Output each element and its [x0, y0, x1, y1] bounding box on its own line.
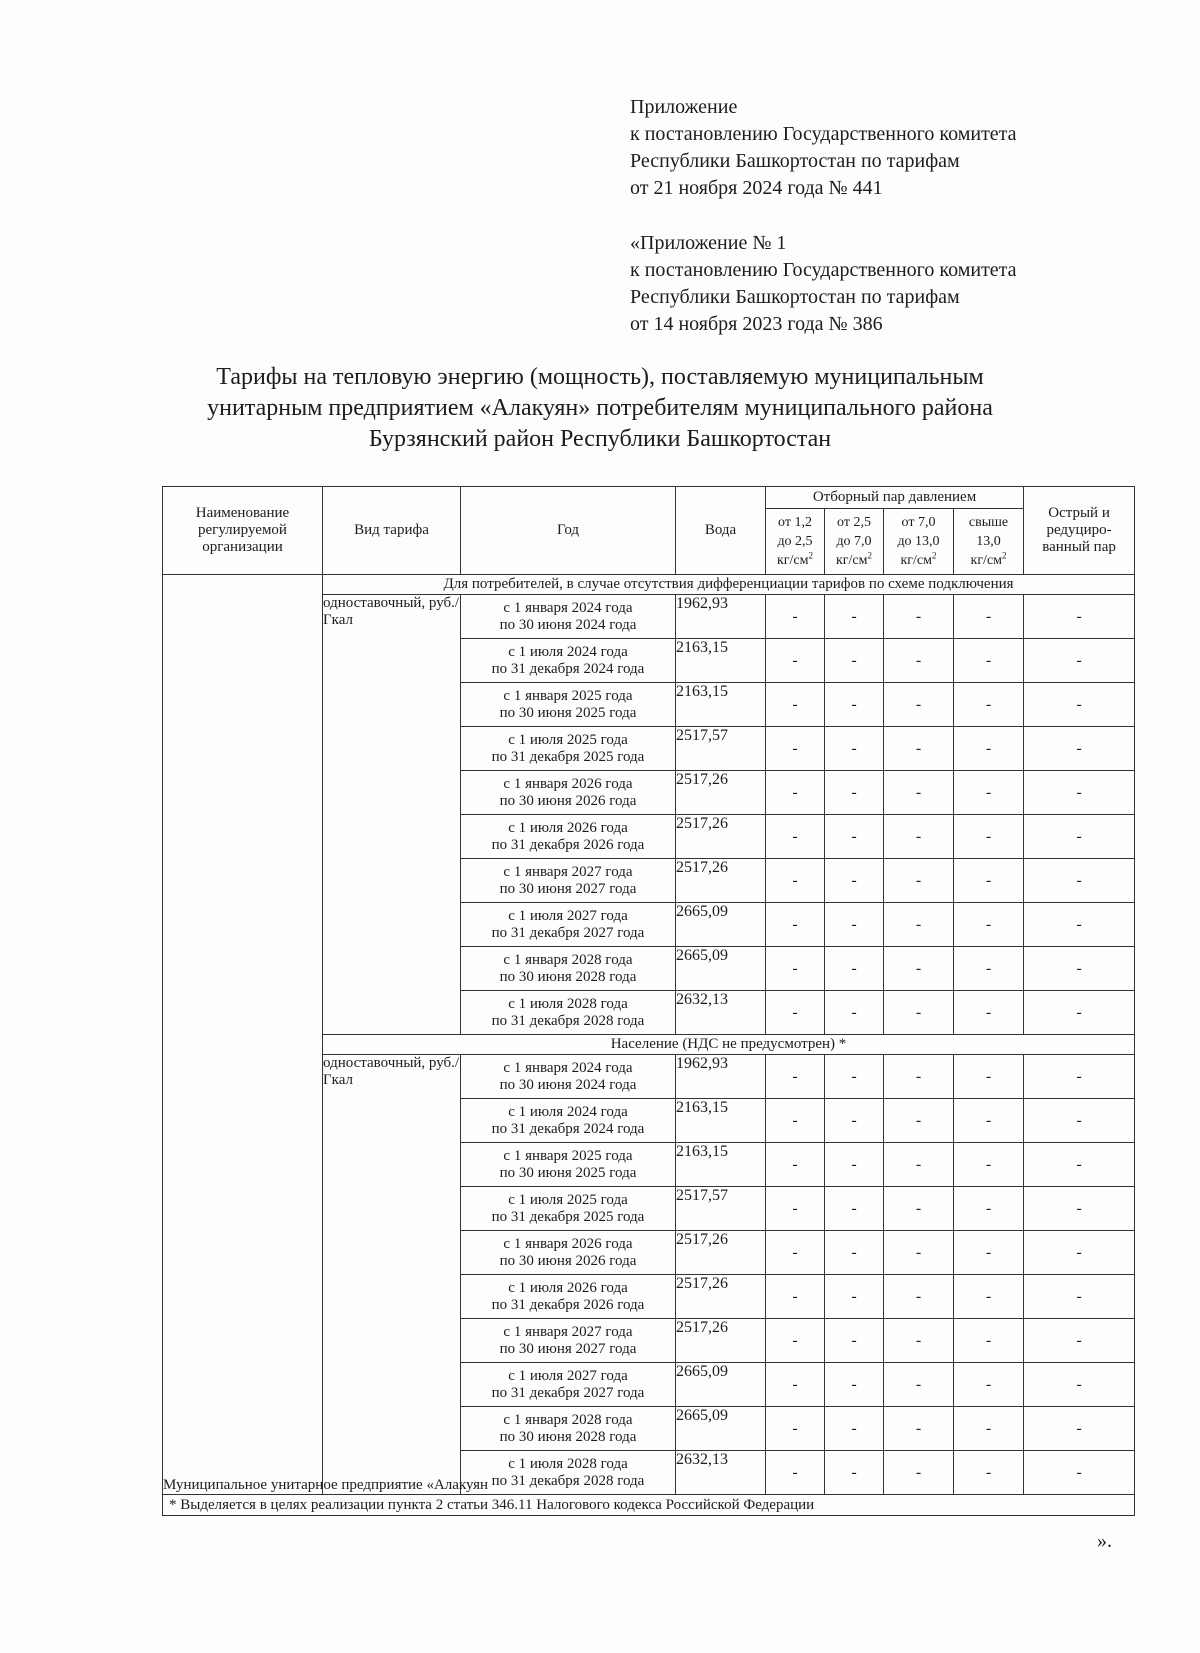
period-from: с 1 января 2028 года: [503, 951, 633, 968]
header-steam-col: от 2,5 до 7,0 $кг/см^2$: [825, 509, 884, 575]
period-to: по 30 июня 2025 года: [499, 704, 637, 721]
period-cell: [461, 771, 676, 815]
header-steam-col: от 7,0 до 13,0 $кг/см^2$: [884, 509, 954, 575]
water-tariff: 2632,13: [676, 991, 766, 1035]
empty-value-dash: -: [884, 991, 954, 1035]
period-to: по 30 июня 2024 года: [499, 616, 637, 633]
period-cell: [461, 1187, 676, 1231]
period-to: по 30 июня 2026 года: [499, 1252, 637, 1269]
empty-value-dash: -: [884, 1363, 954, 1407]
empty-value-dash: -: [954, 1187, 1024, 1231]
period-cell: [461, 683, 676, 727]
section-title: Для потребителей, в случае отсутствия дифференциации тарифов по схеме подключения: [323, 575, 1135, 595]
empty-value-dash: -: [825, 1451, 884, 1495]
period-cell: [461, 947, 676, 991]
empty-value-dash: -: [825, 1319, 884, 1363]
appendix-header: [630, 94, 1017, 202]
empty-value-dash: -: [884, 815, 954, 859]
period-from: с 1 июля 2024 года: [508, 1103, 628, 1120]
empty-value-dash: -: [954, 1407, 1024, 1451]
period-cell: [461, 639, 676, 683]
empty-value-dash: -: [766, 815, 825, 859]
empty-value-dash: -: [766, 1275, 825, 1319]
empty-value-dash: -: [825, 771, 884, 815]
water-tariff: 2163,15: [676, 683, 766, 727]
empty-value-dash: -: [954, 771, 1024, 815]
empty-value-dash: -: [954, 815, 1024, 859]
period-to: по 30 июня 2026 года: [499, 792, 637, 809]
empty-value-dash: -: [954, 1319, 1024, 1363]
empty-value-dash: -: [954, 683, 1024, 727]
empty-value-dash: -: [825, 1407, 884, 1451]
empty-value-dash: -: [1024, 947, 1135, 991]
empty-value-dash: -: [954, 1231, 1024, 1275]
empty-value-dash: -: [954, 947, 1024, 991]
period-from: с 1 января 2025 года: [503, 1147, 633, 1164]
period-from: с 1 июля 2027 года: [508, 907, 628, 924]
empty-value-dash: -: [825, 903, 884, 947]
period-from: с 1 июля 2027 года: [508, 1367, 628, 1384]
empty-value-dash: -: [954, 595, 1024, 639]
appendix-line: от 14 ноября 2023 года № 386: [630, 313, 883, 335]
period-from: с 1 июля 2028 года: [508, 1455, 628, 1472]
appendix-line: «Приложение № 1: [630, 232, 787, 254]
period-cell: [461, 815, 676, 859]
period-cell: [461, 1451, 676, 1495]
empty-value-dash: -: [1024, 1407, 1135, 1451]
empty-value-dash: -: [1024, 815, 1135, 859]
empty-value-dash: -: [1024, 683, 1135, 727]
empty-value-dash: -: [766, 859, 825, 903]
section-row: [163, 575, 1135, 595]
empty-value-dash: -: [766, 1143, 825, 1187]
appendix-line: от 21 ноября 2024 года № 441: [630, 177, 883, 199]
empty-value-dash: -: [825, 1231, 884, 1275]
empty-value-dash: -: [825, 1363, 884, 1407]
empty-value-dash: -: [954, 903, 1024, 947]
empty-value-dash: -: [884, 727, 954, 771]
appendix-line: к постановлению Государственного комитета: [630, 259, 1017, 281]
water-tariff: 2517,26: [676, 1231, 766, 1275]
empty-value-dash: -: [825, 683, 884, 727]
empty-value-dash: -: [1024, 727, 1135, 771]
empty-value-dash: -: [766, 1363, 825, 1407]
empty-value-dash: -: [954, 1055, 1024, 1099]
appendix-reference: [630, 230, 1017, 338]
footnote-row: [163, 1495, 1135, 1516]
empty-value-dash: -: [825, 595, 884, 639]
empty-value-dash: -: [766, 639, 825, 683]
period-from: с 1 января 2026 года: [503, 1235, 633, 1252]
empty-value-dash: -: [884, 683, 954, 727]
empty-value-dash: -: [766, 1451, 825, 1495]
period-to: по 30 июня 2025 года: [499, 1164, 637, 1181]
header-sharp-steam: Острый и редуциро-ванный пар: [1024, 487, 1135, 575]
empty-value-dash: -: [1024, 1055, 1135, 1099]
empty-value-dash: -: [884, 1055, 954, 1099]
water-tariff: 2517,57: [676, 727, 766, 771]
period-to: по 30 июня 2024 года: [499, 1076, 637, 1093]
header-steam-group: Отборный пар давлением: [766, 487, 1024, 509]
water-tariff: 1962,93: [676, 595, 766, 639]
empty-value-dash: -: [884, 1231, 954, 1275]
water-tariff: 2163,15: [676, 639, 766, 683]
empty-value-dash: -: [884, 595, 954, 639]
appendix-line: Республики Башкортостан по тарифам: [630, 286, 960, 308]
period-cell: [461, 1275, 676, 1319]
period-to: по 31 декабря 2027 года: [491, 1384, 645, 1401]
period-from: с 1 июля 2026 года: [508, 819, 628, 836]
empty-value-dash: -: [766, 991, 825, 1035]
empty-value-dash: -: [884, 947, 954, 991]
tariff-type: одноставочный, руб./Гкал: [323, 595, 461, 1035]
empty-value-dash: -: [1024, 1231, 1135, 1275]
period-cell: [461, 1319, 676, 1363]
section-title: Население (НДС не предусмотрен) *: [323, 1035, 1135, 1055]
title-line: Тарифы на тепловую энергию (мощность), поставляемую муниципальным: [216, 364, 984, 390]
header-org: Наименование регулируемой организации: [163, 487, 323, 575]
header-water: Вода: [676, 487, 766, 575]
appendix-line: к постановлению Государственного комитета: [630, 123, 1017, 145]
footnote: * Выделяется в целях реализации пункта 2 статьи 346.11 Налогового кодекса Российской Федерации: [163, 1495, 1135, 1516]
header-tariff-type: Вид тарифа: [323, 487, 461, 575]
water-tariff: 2517,57: [676, 1187, 766, 1231]
period-to: по 31 декабря 2025 года: [491, 1208, 645, 1225]
period-cell: [461, 1363, 676, 1407]
empty-value-dash: -: [884, 859, 954, 903]
period-from: с 1 января 2025 года: [503, 687, 633, 704]
water-tariff: 2163,15: [676, 1099, 766, 1143]
empty-value-dash: -: [766, 1319, 825, 1363]
empty-value-dash: -: [766, 727, 825, 771]
empty-value-dash: -: [884, 1187, 954, 1231]
empty-value-dash: -: [954, 1099, 1024, 1143]
empty-value-dash: -: [766, 771, 825, 815]
period-from: с 1 января 2024 года: [503, 1059, 633, 1076]
period-from: с 1 января 2026 года: [503, 775, 633, 792]
period-from: с 1 июля 2026 года: [508, 1279, 628, 1296]
empty-value-dash: -: [1024, 771, 1135, 815]
empty-value-dash: -: [825, 1187, 884, 1231]
empty-value-dash: -: [825, 815, 884, 859]
water-tariff: 2665,09: [676, 1407, 766, 1451]
period-from: с 1 июля 2024 года: [508, 643, 628, 660]
empty-value-dash: -: [766, 1187, 825, 1231]
empty-value-dash: -: [766, 947, 825, 991]
empty-value-dash: -: [884, 1319, 954, 1363]
period-to: по 31 декабря 2026 года: [491, 836, 645, 853]
empty-value-dash: -: [766, 683, 825, 727]
water-tariff: 2517,26: [676, 815, 766, 859]
period-cell: [461, 1143, 676, 1187]
appendix-line: Приложение: [630, 96, 738, 118]
empty-value-dash: -: [1024, 1363, 1135, 1407]
empty-value-dash: -: [884, 1407, 954, 1451]
water-tariff: 2517,26: [676, 771, 766, 815]
empty-value-dash: -: [1024, 1451, 1135, 1495]
empty-value-dash: -: [766, 1099, 825, 1143]
period-to: по 31 декабря 2024 года: [491, 660, 645, 677]
period-from: с 1 января 2024 года: [503, 599, 633, 616]
water-tariff: 2665,09: [676, 1363, 766, 1407]
empty-value-dash: -: [766, 1231, 825, 1275]
water-tariff: 2632,13: [676, 1451, 766, 1495]
empty-value-dash: -: [954, 1143, 1024, 1187]
empty-value-dash: -: [954, 1363, 1024, 1407]
period-to: по 31 декабря 2025 года: [491, 748, 645, 765]
empty-value-dash: -: [825, 859, 884, 903]
water-tariff: 2517,26: [676, 1275, 766, 1319]
water-tariff: 2517,26: [676, 1319, 766, 1363]
water-tariff: 2163,15: [676, 1143, 766, 1187]
empty-value-dash: -: [766, 1407, 825, 1451]
empty-value-dash: -: [825, 639, 884, 683]
empty-value-dash: -: [1024, 991, 1135, 1035]
empty-value-dash: -: [954, 991, 1024, 1035]
empty-value-dash: -: [1024, 1143, 1135, 1187]
period-to: по 30 июня 2028 года: [499, 968, 637, 985]
empty-value-dash: -: [884, 903, 954, 947]
tariff-table: [162, 486, 1135, 1516]
period-cell: [461, 991, 676, 1035]
header-steam-col: от 1,2 до 2,5 $кг/см^2$: [766, 509, 825, 575]
empty-value-dash: -: [825, 727, 884, 771]
title-line: Бурзянский район Республики Башкортостан: [368, 426, 832, 452]
empty-value-dash: -: [1024, 903, 1135, 947]
empty-value-dash: -: [954, 1275, 1024, 1319]
tariff-type: одноставочный, руб./Гкал: [323, 1055, 461, 1495]
empty-value-dash: -: [1024, 859, 1135, 903]
water-tariff: 2665,09: [676, 903, 766, 947]
empty-value-dash: -: [954, 1451, 1024, 1495]
period-from: с 1 января 2027 года: [503, 1323, 633, 1340]
org-name: Муниципальное унитарное предприятие «Алакуян: [163, 575, 323, 1495]
period-to: по 30 июня 2028 года: [499, 1428, 637, 1445]
empty-value-dash: -: [884, 1451, 954, 1495]
title-line: унитарным предприятием «Алакуян» потребителям муниципального района: [207, 395, 993, 421]
period-cell: [461, 1407, 676, 1451]
empty-value-dash: -: [1024, 1319, 1135, 1363]
period-cell: [461, 859, 676, 903]
water-tariff: 2665,09: [676, 947, 766, 991]
period-from: с 1 июля 2025 года: [508, 1191, 628, 1208]
empty-value-dash: -: [884, 771, 954, 815]
period-to: по 30 июня 2027 года: [499, 880, 637, 897]
empty-value-dash: -: [766, 595, 825, 639]
empty-value-dash: -: [884, 639, 954, 683]
period-cell: [461, 903, 676, 947]
empty-value-dash: -: [884, 1099, 954, 1143]
water-tariff: 1962,93: [676, 1055, 766, 1099]
period-cell: [461, 1231, 676, 1275]
period-cell: [461, 1055, 676, 1099]
empty-value-dash: -: [1024, 1187, 1135, 1231]
empty-value-dash: -: [766, 1055, 825, 1099]
period-to: по 31 декабря 2026 года: [491, 1296, 645, 1313]
period-from: с 1 января 2027 года: [503, 863, 633, 880]
period-to: по 31 декабря 2024 года: [491, 1120, 645, 1137]
period-from: с 1 июля 2028 года: [508, 995, 628, 1012]
empty-value-dash: -: [825, 991, 884, 1035]
period-to: по 31 декабря 2028 года: [491, 1472, 645, 1489]
empty-value-dash: -: [825, 1099, 884, 1143]
empty-value-dash: -: [884, 1143, 954, 1187]
empty-value-dash: -: [1024, 639, 1135, 683]
empty-value-dash: -: [954, 727, 1024, 771]
empty-value-dash: -: [1024, 1099, 1135, 1143]
empty-value-dash: -: [825, 1275, 884, 1319]
empty-value-dash: -: [884, 1275, 954, 1319]
empty-value-dash: -: [825, 1055, 884, 1099]
period-to: по 31 декабря 2027 года: [491, 924, 645, 941]
period-from: с 1 июля 2025 года: [508, 731, 628, 748]
water-tariff: 2517,26: [676, 859, 766, 903]
appendix-line: Республики Башкортостан по тарифам: [630, 150, 960, 172]
period-cell: [461, 1099, 676, 1143]
period-to: по 30 июня 2027 года: [499, 1340, 637, 1357]
period-cell: [461, 595, 676, 639]
empty-value-dash: -: [1024, 595, 1135, 639]
document-title: [100, 362, 1100, 455]
period-cell: [461, 727, 676, 771]
empty-value-dash: -: [1024, 1275, 1135, 1319]
empty-value-dash: -: [825, 947, 884, 991]
empty-value-dash: -: [825, 1143, 884, 1187]
header-year: Год: [461, 487, 676, 575]
closing-quote-mark: ».: [1097, 1530, 1112, 1552]
empty-value-dash: -: [954, 859, 1024, 903]
period-from: с 1 января 2028 года: [503, 1411, 633, 1428]
empty-value-dash: -: [954, 639, 1024, 683]
header-steam-col: свыше 13,0 $кг/см^2$: [954, 509, 1024, 575]
empty-value-dash: -: [766, 903, 825, 947]
period-to: по 31 декабря 2028 года: [491, 1012, 645, 1029]
